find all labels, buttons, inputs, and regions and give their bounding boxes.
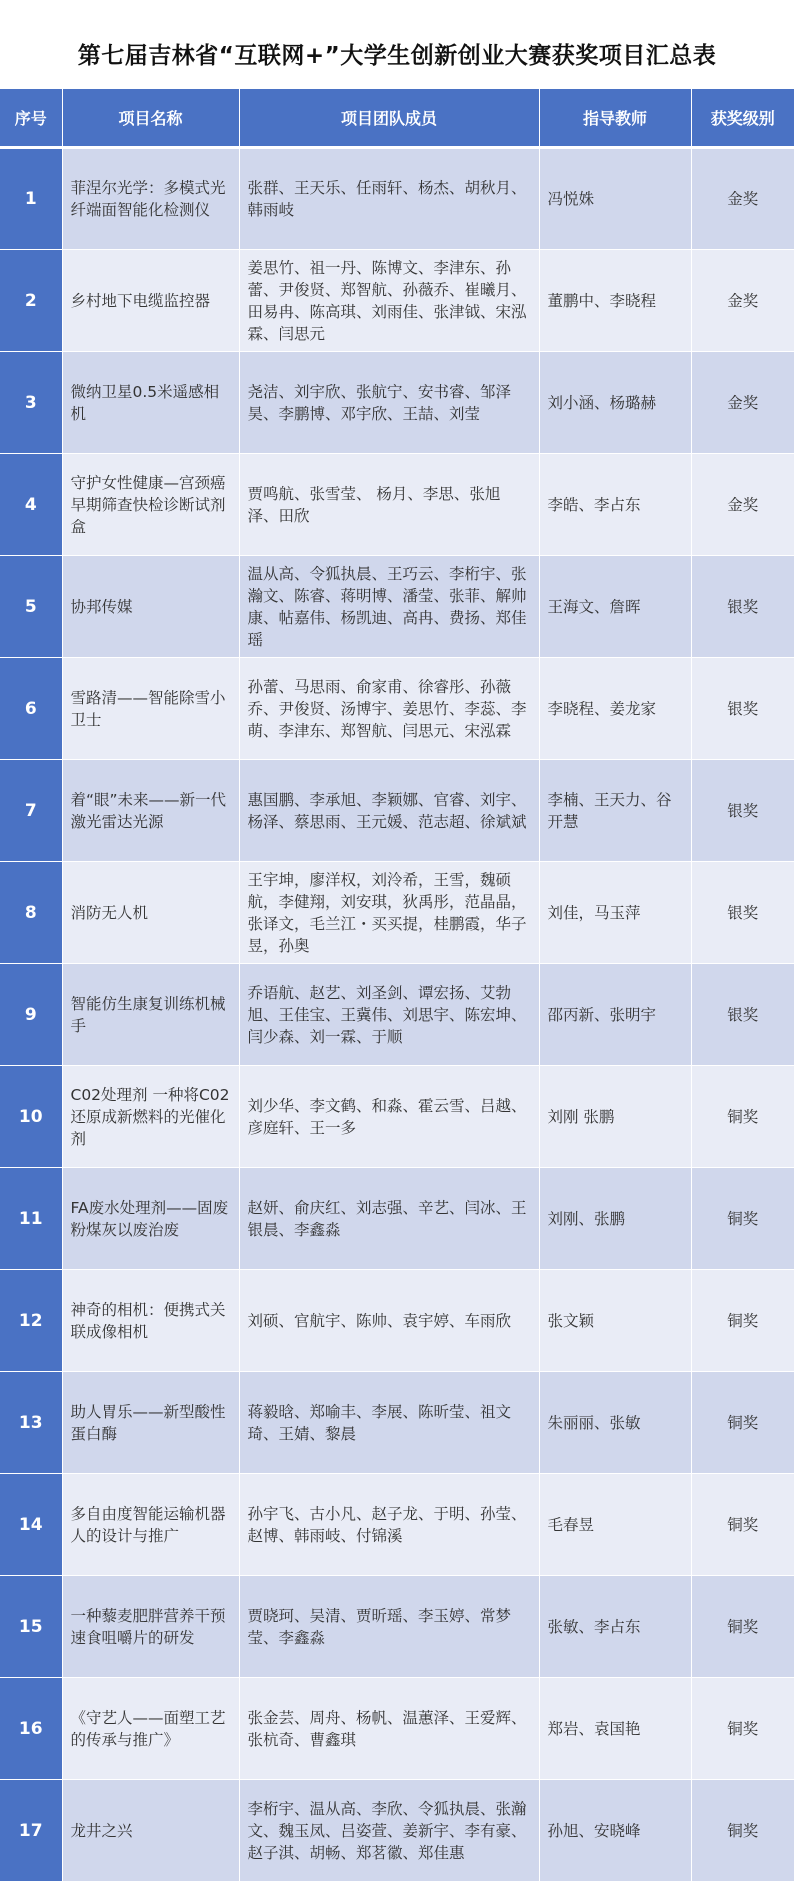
team-members: 赵妍、俞庆红、刘志强、辛艺、闫冰、王银晨、李鑫淼 — [239, 1168, 539, 1270]
advisor: 郑岩、袁国艳 — [539, 1678, 691, 1780]
advisor: 邵丙新、张明宇 — [539, 964, 691, 1066]
award-level: 铜奖 — [691, 1270, 794, 1372]
row-index: 14 — [0, 1474, 62, 1576]
team-members: 张金芸、周舟、杨帆、温蕙泽、王爱辉、张杭奇、曹鑫琪 — [239, 1678, 539, 1780]
advisor: 刘刚、张鹏 — [539, 1168, 691, 1270]
team-members: 王宇坤，廖洋权，刘泠希，王雪，魏硕航，李健翔，刘安琪，狄禹彤，范晶晶，张译文，毛兰江・买买提，桂鹏霞，华子昱，孙奥 — [239, 862, 539, 964]
advisor: 李皓、李占东 — [539, 454, 691, 556]
header-award-level: 获奖级别 — [691, 89, 794, 148]
project-name: 神奇的相机：便携式关联成像相机 — [62, 1270, 239, 1372]
team-members: 刘硕、官航宇、陈帅、袁宇婷、车雨欣 — [239, 1270, 539, 1372]
award-level: 金奖 — [691, 352, 794, 454]
project-name: 守护女性健康—宫颈癌早期筛查快检诊断试剂盒 — [62, 454, 239, 556]
table-row — [0, 1780, 794, 1882]
row-index: 10 — [0, 1066, 62, 1168]
project-name: 龙井之兴 — [62, 1780, 239, 1882]
advisor: 刘佳，马玉萍 — [539, 862, 691, 964]
award-level: 银奖 — [691, 658, 794, 760]
table-row — [0, 1372, 794, 1474]
row-index: 6 — [0, 658, 62, 760]
team-members: 李桁宇、温从高、李欣、令狐执晨、张瀚文、魏玉凤、吕姿萱、姜新宇、李有豪、赵子淇、胡畅、郑茗徽、郑佳惠 — [239, 1780, 539, 1882]
project-name: 助人胃乐——新型酸性蛋白酶 — [62, 1372, 239, 1474]
award-level: 金奖 — [691, 148, 794, 250]
row-index: 7 — [0, 760, 62, 862]
advisor: 朱丽丽、张敏 — [539, 1372, 691, 1474]
project-name: 雪路清——智能除雪小卫士 — [62, 658, 239, 760]
table-row — [0, 1576, 794, 1678]
project-name: 智能仿生康复训练机械手 — [62, 964, 239, 1066]
team-members: 孙蕾、马思雨、俞家甫、徐睿彤、孙薇乔、尹俊贤、汤博宇、姜思竹、李蕊、李萌、李津东、郑智航、闫思元、宋泓霖 — [239, 658, 539, 760]
team-members: 刘少华、李文鹤、和淼、霍云雪、吕越、彦庭轩、王一多 — [239, 1066, 539, 1168]
advisor: 李楠、王天力、谷开慧 — [539, 760, 691, 862]
award-level: 铜奖 — [691, 1066, 794, 1168]
award-level: 银奖 — [691, 862, 794, 964]
advisor: 张敏、李占东 — [539, 1576, 691, 1678]
project-name: 《守艺人——面塑工艺的传承与推广》 — [62, 1678, 239, 1780]
project-name: 微纳卫星0.5米遥感相机 — [62, 352, 239, 454]
table-row — [0, 454, 794, 556]
row-index: 15 — [0, 1576, 62, 1678]
table-row — [0, 148, 794, 250]
header-team-members: 项目团队成员 — [239, 89, 539, 148]
award-level: 铜奖 — [691, 1168, 794, 1270]
team-members: 温从高、令狐执晨、王巧云、李桁宇、张瀚文、陈睿、蒋明博、潘莹、张菲、解帅康、帖嘉伟、杨凯迪、高冉、费扬、郑佳瑶 — [239, 556, 539, 658]
advisor: 冯悦姝 — [539, 148, 691, 250]
team-members: 姜思竹、祖一丹、陈博文、李津东、孙蕾、尹俊贤、郑智航、孙薇乔、崔曦月、田易冉、陈高琪、刘雨佳、张津钺、宋泓霖、闫思元 — [239, 250, 539, 352]
row-index: 13 — [0, 1372, 62, 1474]
project-name: 消防无人机 — [62, 862, 239, 964]
page-title: 第七届吉林省“互联网+”大学生创新创业大赛获奖项目汇总表 — [77, 42, 717, 69]
award-level: 金奖 — [691, 250, 794, 352]
row-index: 5 — [0, 556, 62, 658]
table-row — [0, 862, 794, 964]
project-name: C02处理剂 一种将C02还原成新燃料的光催化剂 — [62, 1066, 239, 1168]
team-members: 蒋毅晗、郑喻丰、李展、陈昕莹、祖文琦、王婧、黎晨 — [239, 1372, 539, 1474]
table-header-row — [0, 89, 794, 148]
table-row — [0, 1678, 794, 1780]
table-row — [0, 1066, 794, 1168]
project-name: 菲涅尔光学：多模式光纤端面智能化检测仪 — [62, 148, 239, 250]
row-index: 8 — [0, 862, 62, 964]
award-level: 银奖 — [691, 760, 794, 862]
table-row — [0, 964, 794, 1066]
award-level: 铜奖 — [691, 1474, 794, 1576]
project-name: 多自由度智能运输机器人的设计与推广 — [62, 1474, 239, 1576]
team-members: 贾晓珂、吴清、贾昕瑶、李玉婷、常梦莹、李鑫淼 — [239, 1576, 539, 1678]
row-index: 2 — [0, 250, 62, 352]
advisor: 张文颖 — [539, 1270, 691, 1372]
advisor: 王海文、詹晖 — [539, 556, 691, 658]
advisor: 李晓程、姜龙家 — [539, 658, 691, 760]
table-row — [0, 1270, 794, 1372]
row-index: 12 — [0, 1270, 62, 1372]
award-level: 金奖 — [691, 454, 794, 556]
advisor: 刘刚 张鹏 — [539, 1066, 691, 1168]
project-name: 协邦传媒 — [62, 556, 239, 658]
award-level: 铜奖 — [691, 1576, 794, 1678]
table-row — [0, 760, 794, 862]
row-index: 16 — [0, 1678, 62, 1780]
table-row — [0, 1168, 794, 1270]
row-index: 1 — [0, 148, 62, 250]
table-row — [0, 658, 794, 760]
project-name: 乡村地下电缆监控器 — [62, 250, 239, 352]
row-index: 3 — [0, 352, 62, 454]
team-members: 张群、王天乐、任雨轩、杨杰、胡秋月、韩雨岐 — [239, 148, 539, 250]
row-index: 11 — [0, 1168, 62, 1270]
award-level: 银奖 — [691, 964, 794, 1066]
team-members: 乔语航、赵艺、刘圣剑、谭宏扬、艾勃旭、王佳宝、王冀伟、刘思宇、陈宏坤、闫少森、刘一霖、于顺 — [239, 964, 539, 1066]
table-row — [0, 352, 794, 454]
header-project-name: 项目名称 — [62, 89, 239, 148]
table-row — [0, 1474, 794, 1576]
team-members: 孙宇飞、古小凡、赵子龙、于明、孙莹、赵博、韩雨岐、付锦溪 — [239, 1474, 539, 1576]
award-level: 铜奖 — [691, 1780, 794, 1882]
team-members: 尧洁、刘宇欣、张航宁、安书睿、邹泽昊、李鹏博、邓宇欣、王喆、刘莹 — [239, 352, 539, 454]
project-name: 一种藜麦肥胖营养干预速食咀嚼片的研发 — [62, 1576, 239, 1678]
awards-table — [0, 89, 794, 1882]
project-name: FA废水处理剂——固废粉煤灰以废治废 — [62, 1168, 239, 1270]
advisor: 毛春昱 — [539, 1474, 691, 1576]
row-index: 9 — [0, 964, 62, 1066]
table-row — [0, 250, 794, 352]
advisor: 刘小涵、杨璐赫 — [539, 352, 691, 454]
team-members: 惠国鹏、李承旭、李颖娜、官睿、刘宇、杨泽、蔡思雨、王元媛、范志超、徐斌斌 — [239, 760, 539, 862]
header-advisor: 指导教师 — [539, 89, 691, 148]
award-level: 银奖 — [691, 556, 794, 658]
project-name: 着“眼”未来——新一代激光雷达光源 — [62, 760, 239, 862]
award-level: 铜奖 — [691, 1678, 794, 1780]
advisor: 孙旭、安晓峰 — [539, 1780, 691, 1882]
row-index: 17 — [0, 1780, 62, 1882]
team-members: 贾鸣航、张雪莹、 杨月、李思、张旭泽、田欣 — [239, 454, 539, 556]
table-row — [0, 556, 794, 658]
header-index: 序号 — [0, 89, 62, 148]
award-level: 铜奖 — [691, 1372, 794, 1474]
row-index: 4 — [0, 454, 62, 556]
advisor: 董鹏中、李晓程 — [539, 250, 691, 352]
